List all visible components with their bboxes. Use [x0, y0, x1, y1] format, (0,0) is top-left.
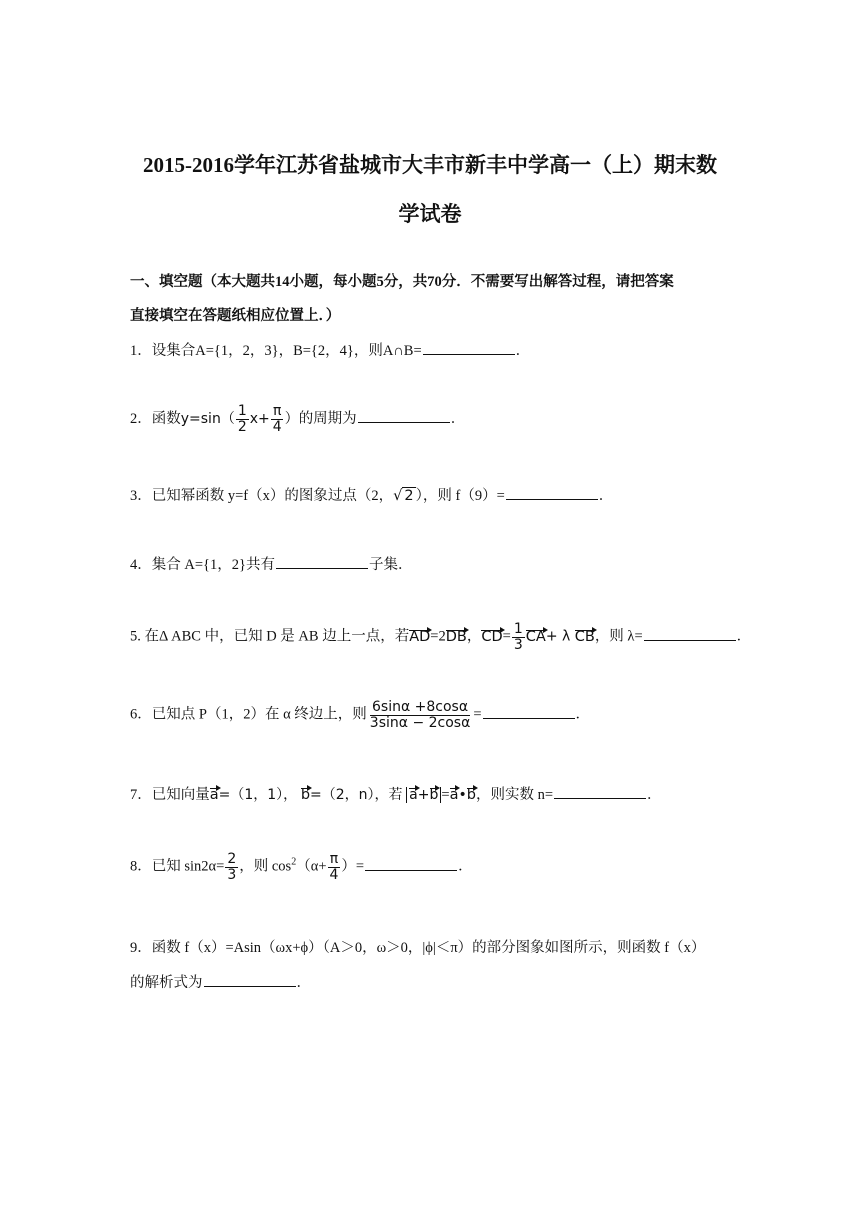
vector-ad: AD	[409, 628, 431, 645]
vector-b: b	[300, 787, 311, 803]
function-expression: y=sin（ $\frac{1}{2}$ x+ $\frac{\pi}{4}$ ）	[180, 403, 299, 435]
answer-blank[interactable]	[483, 717, 575, 719]
vector-db: DB	[445, 628, 467, 645]
question-5: 5. 在Δ ABC 中，已知 D 是 AB 边上一点，若AD=2DB，CD= $\frac{1}{3}$ CA+ λ CB，则 λ= ．	[130, 621, 752, 653]
sqrt-expression: √ 2	[393, 488, 414, 504]
vector-a: a	[209, 787, 219, 803]
answer-blank[interactable]	[506, 498, 598, 500]
vector-ca: CA	[525, 628, 546, 645]
answer-blank[interactable]	[644, 639, 736, 641]
answer-blank[interactable]	[423, 353, 515, 355]
question-7: 7．已知向量a=（1，1）， b=（2，n），若 a+b =a•b，则实数 n= ．	[130, 787, 662, 803]
question-8: 8．已知 sin2α= $\frac{2}{3}$ ，则 $\cos^2(\alpha+$ $\frac{\pi}{4}$ ）= ．	[130, 851, 473, 883]
question-1: 1．设集合A={1，2，3}，B={2，4}，则A∩B= ．	[130, 343, 531, 359]
document-title-line2: 学试卷	[398, 202, 462, 226]
answer-blank[interactable]	[554, 797, 646, 799]
trig-fraction: $\frac{6\sin\alpha +8\cos\alpha}{3\sin\alpha - 2\cos\alpha}$	[369, 699, 471, 731]
answer-blank[interactable]	[204, 985, 296, 987]
document-title-line1: 2015-2016学年江苏省盐城市大丰市新丰中学高一（上）期末数	[143, 153, 717, 177]
question-4: 4．集合 A={1，2}共有 子集．	[130, 557, 413, 573]
question-1-text: 1．设集合A={1，2，3}，B={2，4}，则A∩B=	[130, 343, 422, 359]
vector-cd: CD	[481, 628, 503, 645]
vector-cb: CB	[574, 628, 595, 645]
answer-blank[interactable]	[276, 567, 368, 569]
answer-blank[interactable]	[365, 869, 457, 871]
section-heading-line2: 直接填空在答题纸相应位置上．）	[130, 308, 341, 324]
question-6: 6．已知点 P（1，2）在 α 终边上，则 $\frac{6\sin\alpha +8\cos\alpha}{3\sin\alpha - 2\cos\alpha}$ = ．	[130, 699, 590, 731]
question-9-line2: 的解析式为 ．	[130, 975, 311, 991]
section-heading-line1: 一、填空题（本大题共14小题，每小题5分，共70分．不需要写出解答过程，请把答案	[130, 274, 674, 290]
question-9-line1: 9．函数 f（x）=Asin（ωx+ϕ）（A＞0，ω＞0，|ϕ|＜π）的部分图象如图所示，则函数 f（x）	[130, 940, 706, 956]
question-3: 3．已知幂函数 y=f（x）的图象过点（2，√ 2 ），则 f（9）= ．	[130, 488, 614, 504]
question-2: 2．函数y=sin（ $\frac{1}{2}$ x+ $\frac{\pi}{4}$ ）的周期为 ．	[130, 403, 466, 435]
vector-sum-magnitude: a+b	[406, 787, 441, 803]
answer-blank[interactable]	[358, 421, 450, 423]
